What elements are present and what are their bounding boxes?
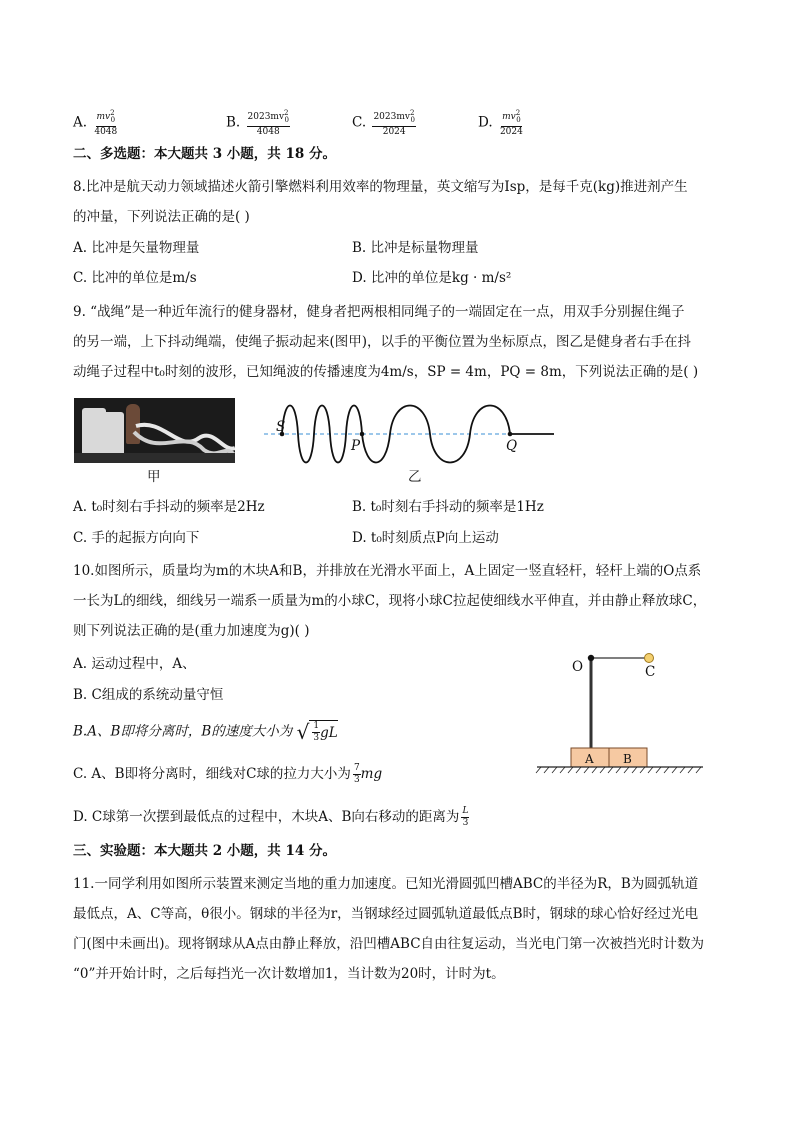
sqrt-expression: √ $\frac{1}{3}$ gL	[296, 720, 338, 744]
battle-rope-photo	[74, 398, 235, 463]
q10-option-c: C. A、B即将分离时，细线对C球的拉力大小为 $\frac{7}{3}$ mg	[73, 763, 383, 785]
q7-option-d: D. $\frac{mv^2_0}{2024}$	[478, 109, 523, 137]
q8-stem-line2: 的冲量，下列说法正确的是( )	[73, 209, 250, 225]
q7-option-b: B. $\frac{2023mv^2_0}{4048}$	[226, 109, 289, 137]
q7-d-fraction: $\frac{mv^2_0}{2024}$	[499, 109, 523, 137]
figure-jia-caption: 甲	[147, 469, 161, 485]
q9-option-d: D. t₀时刻质点P向上运动	[352, 530, 499, 546]
label-s: S	[276, 419, 286, 435]
q7-c-fraction: $\frac{2023mv^2_0}{2024}$	[373, 109, 415, 137]
q9-stem-line3: 动绳子过程中t₀时刻的波形，已知绳波的传播速度为4m/s，SP = 4m，PQ = 8m，下列说法正确的是( )	[73, 364, 699, 380]
label-b: B	[623, 752, 632, 766]
q10-stem-line3: 则下列说法正确的是(重力加速度为g)( )	[73, 623, 310, 639]
q9-option-a: A. t₀时刻右手抖动的频率是2Hz	[73, 499, 265, 515]
label-p: P	[351, 438, 361, 454]
q10-stem-line1: 10.如图所示，质量均为m的木块A和B，并排放在光滑水平面上，A上固定一竖直轻杆，轻杆上端的O点系	[73, 563, 702, 579]
figure-yi-caption: 乙	[408, 469, 422, 485]
ground-hatching	[536, 767, 701, 773]
section-3-title: 三、实验题：本大题共 2 小题，共 14 分。	[73, 843, 336, 859]
q9-stem-line2: 的另一端，上下抖动绳端，使绳子振动起来(图甲)，以手的平衡位置为坐标原点，图乙是健身者右手在抖	[73, 334, 692, 350]
label-c: C	[645, 664, 656, 680]
q8-option-b: B. 比冲是标量物理量	[352, 240, 479, 256]
point-p-marker	[360, 432, 365, 437]
q7-b-fraction: $\frac{2023mv^2_0}{4048}$	[247, 109, 289, 137]
q8-option-c: C. 比冲的单位是m/s	[73, 270, 197, 286]
q8-option-d: D. 比冲的单位是kg · m/s²	[352, 270, 512, 286]
wave-diagram	[262, 398, 562, 468]
q8-option-a: A. 比冲是矢量物理量	[73, 240, 200, 256]
pivot-o-dot	[588, 655, 594, 661]
q10-stem-line2: 一长为L的细线，细线另一端系一质量为m的小球C，现将小球C拉起使细线水平伸直，并由静止释放球C，	[73, 593, 707, 609]
q10-option-b: B. C组成的系统动量守恒	[73, 687, 224, 703]
q9-stem-line1: 9. “战绳”是一种近年流行的健身器材，健身者把两根相同绳子的一端固定在一点，用双手分别握住绳子	[73, 304, 685, 320]
q10-option-a: A. 运动过程中，A、	[73, 656, 196, 672]
q10-option-b2: B.A、B即将分离时，B的速度大小为 √ $\frac{1}{3}$ gL	[73, 720, 338, 744]
q9-option-b: B. t₀时刻右手抖动的频率是1Hz	[352, 499, 544, 515]
q7-option-a: A. $\frac{mv^2_0}{4048}$	[73, 109, 118, 137]
q11-stem-line4: “0”并开始计时，之后每挡光一次计数增加1，当计数为20时，计时为t。	[73, 966, 505, 982]
q8-stem-line1: 8.比冲是航天动力领域描述火箭引擎燃料利用效率的物理量，英文缩写为Isp，是每千克(kg)推进剂产生	[73, 179, 688, 195]
label-o: O	[572, 659, 584, 675]
section-2-title: 二、多选题：本大题共 3 小题，共 18 分。	[73, 146, 336, 162]
label-q: Q	[506, 438, 518, 454]
q7-a-fraction: $\frac{mv^2_0}{4048}$	[94, 109, 118, 137]
q11-stem-line1: 11.一同学利用如图所示装置来测定当地的重力加速度。已知光滑圆弧凹槽ABC的半径为R，B为圆弧轨道	[73, 876, 699, 892]
q10-option-d: D. C球第一次摆到最低点的过程中，木块A、B向右移动的距离为 $\frac{L}{3}$	[73, 806, 469, 828]
q7-option-c: C. $\frac{2023mv^2_0}{2024}$	[352, 109, 415, 137]
q9-option-c: C. 手的起振方向向下	[73, 530, 200, 546]
q11-stem-line2: 最低点，A、C等高，θ很小。钢球的半径为r，当钢球经过圆弧轨道最低点B时，钢球的球心恰好经过光电	[73, 906, 699, 922]
q11-stem-line3: 门(图中未画出)。现将钢球从A点由静止释放，沿凹槽ABC自由往复运动，当光电门第一次被挡光时计数为	[73, 936, 705, 952]
label-a: A	[585, 752, 594, 766]
